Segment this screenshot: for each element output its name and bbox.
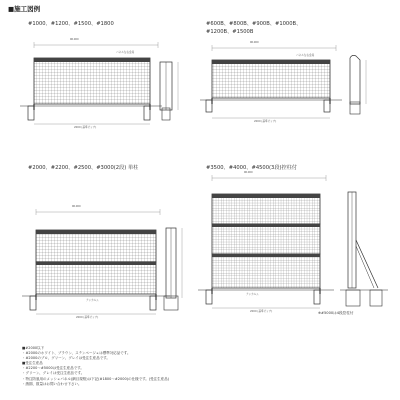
diagram-4-heading: #3500、#4000、#4500(3段)控柱付 — [206, 165, 298, 171]
note-line: ・#2200～#5000は受注生産品です。 — [22, 366, 84, 371]
diagram-3-side-label: アンカルム — [86, 299, 99, 302]
note-line: ・#2000のブロ、グリーン、グレイは受注生産品です。 — [22, 356, 110, 361]
diagram-2-heading-line2: #1200B、#1500B — [206, 29, 254, 35]
diagram-1-top-label: Φ1000 — [70, 38, 79, 41]
note-line: ・#2000のホワイト、ブラウン、ステンベージュは標準対応品です。 — [22, 351, 131, 356]
notes-block — [22, 346, 169, 387]
diagram-2-heading: #600B、#800B、#900B、#1000B、 — [206, 21, 302, 27]
diagram-1-base-label: 2000 (基準ピッチ) — [74, 126, 97, 129]
diagram-1-drawing — [20, 42, 178, 124]
diagram-3-top-label: Φ1000 — [72, 205, 81, 208]
note-line: ■#2000以下 — [22, 346, 45, 350]
diagram-3-heading: #2000、#2200、#2500、#3000(2段) 単柱 — [28, 165, 139, 171]
diagram-4-side-label: アンカルム — [246, 293, 259, 296]
diagram-3-drawing — [22, 209, 182, 314]
note-line: ・特注防風用のメッシュパネル(網目規格)は下記(#1800～#2000)の仕様です。(受注生産品) — [22, 376, 170, 381]
note-line: ・納期、数量はお問い合わせ下さい。 — [22, 381, 82, 386]
diagram-1-heading: #1000、#1200、#1500、#1800 — [28, 21, 114, 27]
page-title: ■施工図例 — [8, 5, 41, 13]
diagram-3-base-label: 2000 (基準ピッチ) — [76, 316, 99, 319]
diagram-4-base-label: 2000 (基準ピッチ) — [250, 310, 273, 313]
diagram-2-drawing — [200, 45, 366, 118]
diagram-2-side-label: パネル左右金具 — [296, 54, 315, 57]
diagram-4-top-label: Φ1000 — [244, 171, 253, 174]
diagram-1-side-label: パネル左右金具 — [116, 51, 135, 54]
footnote-right: ※#5000は4段控柱付 — [318, 311, 354, 315]
diagram-4-drawing — [198, 175, 388, 308]
note-line: ■受注生産品 — [22, 361, 43, 366]
diagram-2-top-label: Φ1000 — [250, 41, 259, 44]
diagram-2-base-label: 2000 (基準ピッチ) — [254, 120, 277, 123]
note-line: ・グリーン、グレイは受注生産品です。 — [22, 371, 85, 376]
